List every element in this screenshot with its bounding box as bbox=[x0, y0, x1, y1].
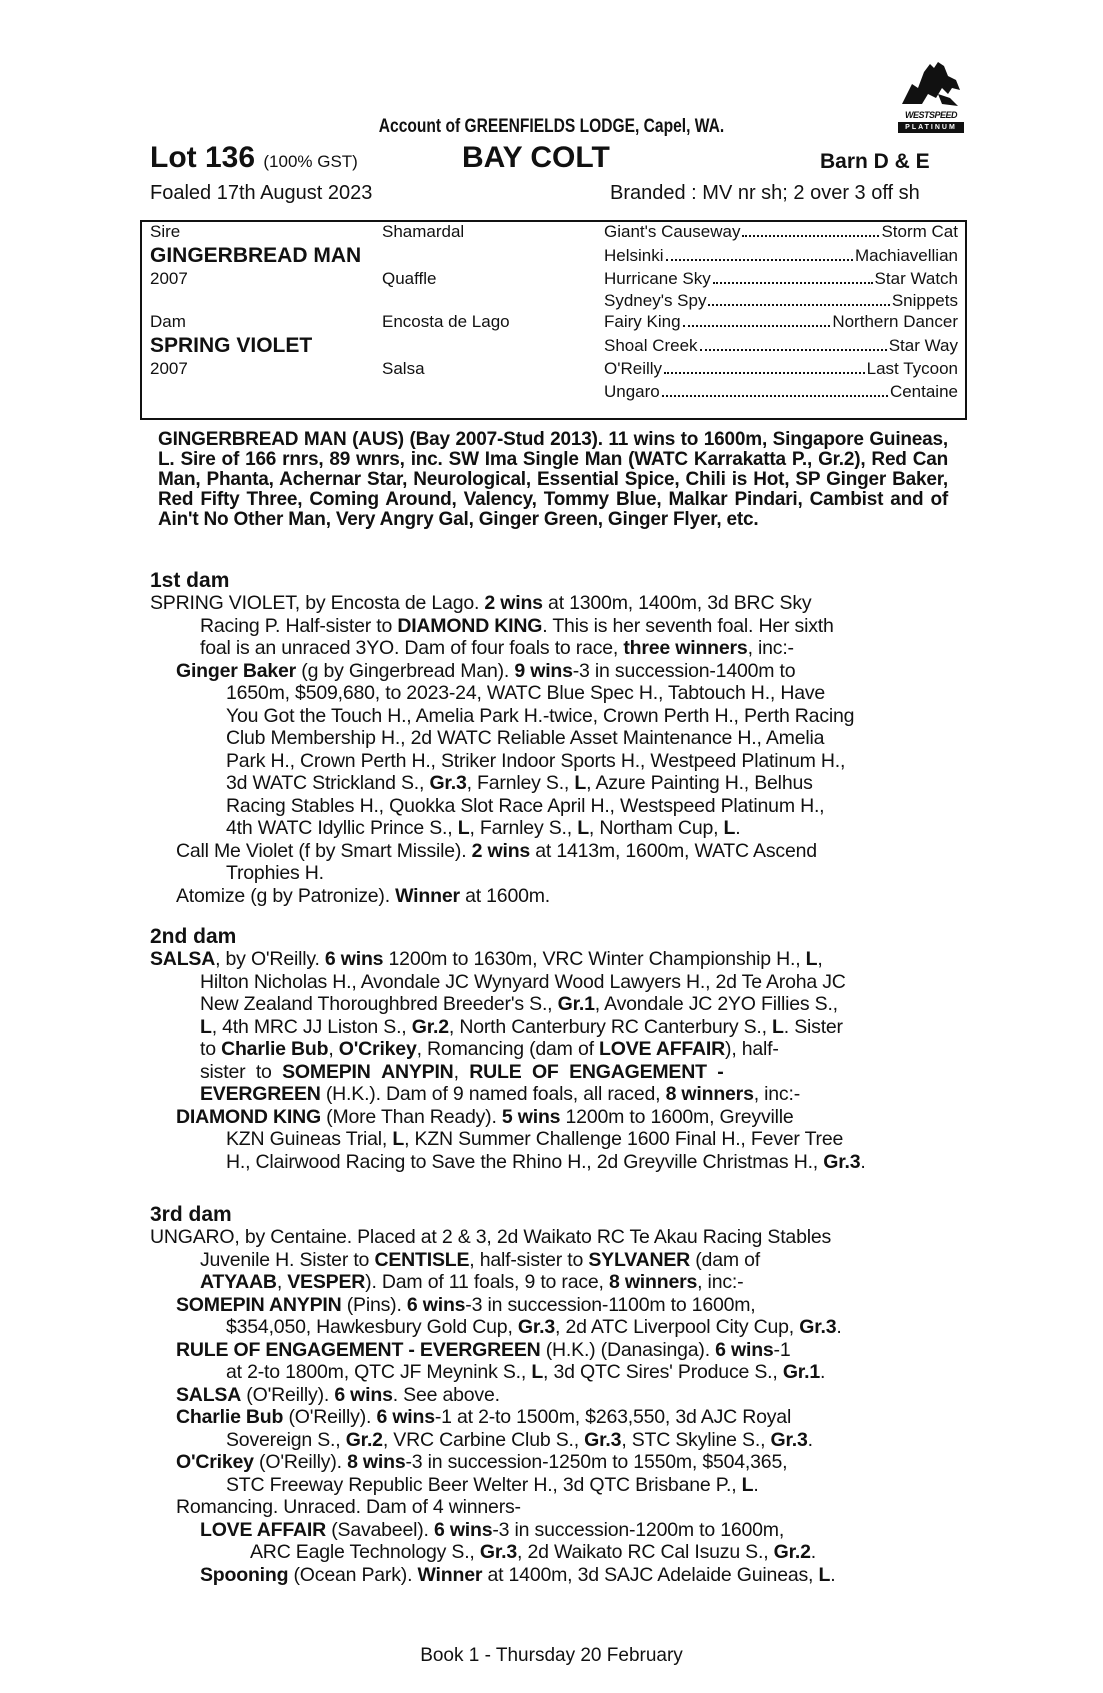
pedigree-row: Ungaro Centaine bbox=[604, 382, 958, 401]
foaled-date: Foaled 17th August 2023 bbox=[150, 182, 373, 204]
sire-summary: GINGERBREAD MAN (AUS) (Bay 2007-Stud 2013). 11 wins to 1600m, Singapore Guineas, L. Sire of 166 rnrs, 89 wnrs, inc. SW Ima Single Man (WATC Karrakatta P., Gr.2), Red Can Man, Phanta, Achernar Star, Neurological, Essential Spice, Chili is Hot, SP Ginger Baker, Red Fifty Three, Coming Around, Valency, Tommy Blue, Malkar Pindari, Cambist and of Ain't No Other Man, Very Angry Gal, Ginger Green, Ginger Flyer, etc. bbox=[158, 429, 948, 530]
sire-sire: Shamardal bbox=[382, 222, 465, 241]
gst-note: (100% GST) bbox=[263, 152, 358, 171]
logo-wordmark: WESTSPEED bbox=[904, 110, 957, 120]
dam-dam: Salsa bbox=[382, 359, 425, 378]
vendor-account: Account of GREENFIELDS LODGE, Capel, WA. bbox=[378, 116, 725, 137]
pedigree-table bbox=[140, 220, 967, 420]
branded: Branded : MV nr sh; 2 over 3 off sh bbox=[610, 182, 920, 204]
third-dam-text: UNGARO, by Centaine. Placed at 2 & 3, 2d Waikato RC Te Akau Racing Stables Juvenile H. Sister to CENTISLE, half-sister to SYLVANER (dam of ATYAAB, VESPER). Dam of 11 foals, 9 to race, 8 winners, inc:- SOMEPIN ANYPIN (Pins). 6 wins-3 in succession-1100m to 1600m, $354,050, Hawkesbury Gold Cup, Gr.3, 2d ATC Liverpool City Cup, Gr.3. RULE OF ENGAGEMENT - EVERGREEN (H.K.) (Danasinga). 6 wins-1 at 2-to 1800m, QTC JF Meynink S., L, 3d QTC Sires' Produce S., Gr.1. SALSA (O'Reilly). 6 wins. See above. Charlie Bub (O'Reilly). 6 wins-1 at 2-to 1500m, $263,550, 3d AJC Royal Sovereign S., Gr.2, VRC Carbine Club S., Gr.3, STC Skyline S., Gr.3. O'Crikey (O'Reilly). 8 wins-3 in succession-1250m to 1550m, $504,365, STC Freeway Republic Beer Welter H., 3d QTC Brisbane P., L. Romancing. Unraced. Dam of 4 winners- LOVE AFFAIR (Savabeel). 6 wins-3 in succession-1200m to 1600m, ARC Eagle Technology S., Gr.3, 2d Waikato RC Cal Isuzu S., Gr.2. Spooning (Ocean Park). Winner at 1400m, 3d SAJC Adelaide Guineas, L. bbox=[150, 1226, 842, 1586]
lot-number: Lot 136 (100% GST) bbox=[150, 141, 358, 174]
sire-name: GINGERBREAD MAN bbox=[150, 244, 362, 267]
sire-year: 2007 bbox=[150, 269, 188, 288]
pedigree-row: Sydney's Spy Snippets bbox=[604, 291, 958, 310]
second-dam-heading: 2nd dam bbox=[150, 925, 237, 948]
logo-badge: PLATINUM bbox=[898, 122, 964, 133]
pedigree-row: Fairy King Northern Dancer bbox=[604, 312, 958, 331]
dam-name: SPRING VIOLET bbox=[150, 334, 313, 357]
sex-color: BAY COLT bbox=[462, 141, 610, 174]
barn: Barn D & E bbox=[820, 150, 930, 173]
page-footer: Book 1 - Thursday 20 February bbox=[420, 1645, 683, 1666]
second-dam-text: SALSA, by O'Reilly. 6 wins 1200m to 1630m, VRC Winter Championship H., L, Hilton Nicholas H., Avondale JC Wynyard Wood Lawyers H., 2d Te Aroha JC New Zealand Thoroughbred Breeder's S., Gr.1, Avondale JC 2YO Fillies S., L, 4th MRC JJ Liston S., Gr.2, North Canterbury RC Canterbury S., L. Sister to Charlie Bub, O'Crikey, Romancing (dam of LOVE AFFAIR), half- sister to SOMEPIN ANYPIN, RULE OF ENGAGEMENT - EVERGREEN (H.K.). Dam of 9 named foals, all raced, 8 winners, inc:- DIAMOND KING (More Than Ready). 5 wins 1200m to 1600m, Greyville KZN Guineas Trial, L, KZN Summer Challenge 1600 Final H., Fever Tree H., Clairwood Racing to Save the Rhino H., 2d Greyville Christmas H., Gr.3. bbox=[150, 948, 866, 1173]
dam-label: Dam bbox=[150, 312, 186, 331]
sire-label: Sire bbox=[150, 222, 181, 241]
third-dam-heading: 3rd dam bbox=[150, 1203, 232, 1226]
dam-sire: Encosta de Lago bbox=[382, 312, 510, 331]
pedigree-row: Hurricane Sky Star Watch bbox=[604, 269, 958, 288]
pedigree-row: Shoal Creek Star Way bbox=[604, 336, 958, 355]
pedigree-row: Giant's Causeway Storm Cat bbox=[604, 222, 958, 241]
sire-dam: Quaffle bbox=[382, 269, 437, 288]
first-dam-heading: 1st dam bbox=[150, 569, 230, 592]
pedigree-row: O'Reilly Last Tycoon bbox=[604, 359, 958, 378]
dam-year: 2007 bbox=[150, 359, 188, 378]
pedigree-row: Helsinki Machiavellian bbox=[604, 246, 958, 265]
first-dam-text: SPRING VIOLET, by Encosta de Lago. 2 wins at 1300m, 1400m, 3d BRC Sky Racing P. Half-sister to DIAMOND KING. This is her seventh foal. Her sixth foal is an unraced 3YO. Dam of four foals to race, three winners, inc:- Ginger Baker (g by Gingerbread Man). 9 wins-3 in succession-1400m to 1650m, $509,680, to 2023-24, WATC Blue Spec H., Tabtouch H., Have You Got the Touch H., Amelia Park H.-twice, Crown Perth H., Perth Racing Club Membership H., 2d WATC Reliable Asset Maintenance H., Amelia Park H., Crown Perth H., Striker Indoor Sports H., Westpeed Platinum H., 3d WATC Strickland S., Gr.3, Farnley S., L, Azure Painting H., Belhus Racing Stables H., Quokka Slot Race April H., Westspeed Platinum H., 4th WATC Idyllic Prince S., L, Farnley S., L, Northam Cup, L. Call Me Violet (f by Smart Missile). 2 wins at 1413m, 1600m, WATC Ascend Trophies H. Atomize (g by Patronize). Winner at 1600m. bbox=[150, 592, 855, 907]
horse-silhouette-icon bbox=[898, 54, 964, 110]
